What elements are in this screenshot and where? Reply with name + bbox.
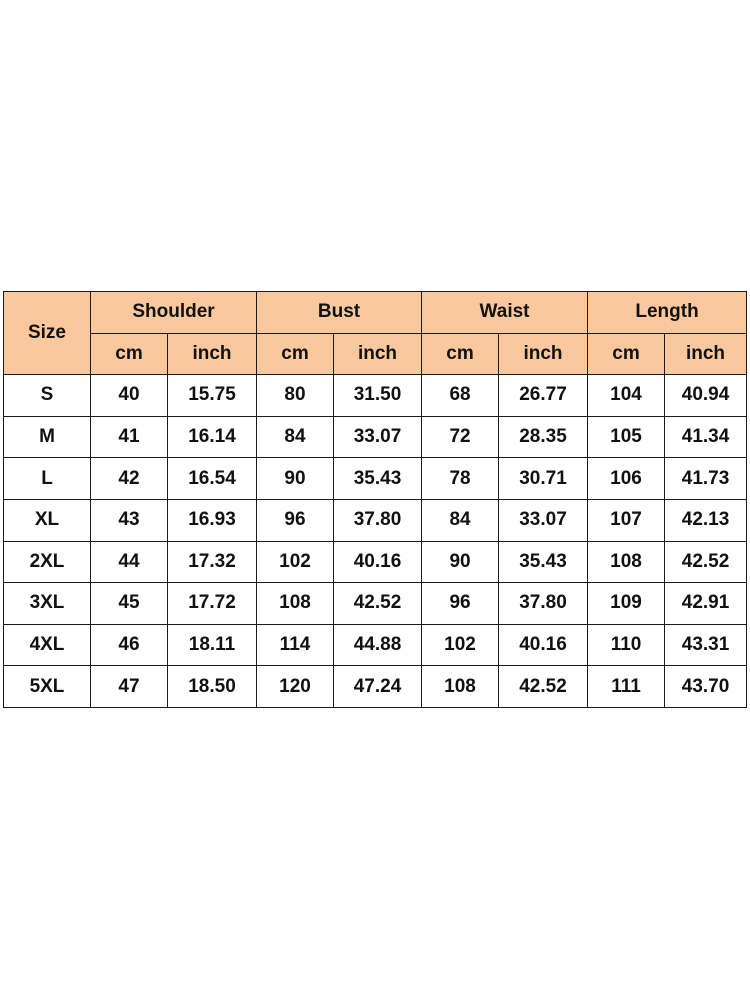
value-cell: 105 [588, 416, 665, 458]
value-cell: 26.77 [499, 375, 588, 417]
value-cell: 90 [422, 541, 499, 583]
table-row [4, 666, 747, 708]
value-cell: 43.70 [665, 666, 747, 708]
header-row-units [4, 333, 747, 375]
value-cell: 18.50 [168, 666, 257, 708]
value-cell: 40.16 [334, 541, 422, 583]
table-row [4, 541, 747, 583]
bust-header: Bust [257, 292, 422, 334]
value-cell: 42.52 [334, 583, 422, 625]
value-cell: 47.24 [334, 666, 422, 708]
value-cell: 109 [588, 583, 665, 625]
size-cell: 2XL [4, 541, 91, 583]
table-row [4, 416, 747, 458]
value-cell: 68 [422, 375, 499, 417]
value-cell: 102 [422, 624, 499, 666]
value-cell: 110 [588, 624, 665, 666]
value-cell: 72 [422, 416, 499, 458]
length-header: Length [588, 292, 747, 334]
value-cell: 15.75 [168, 375, 257, 417]
unit-header: inch [334, 333, 422, 375]
value-cell: 44 [91, 541, 168, 583]
value-cell: 16.93 [168, 499, 257, 541]
value-cell: 43 [91, 499, 168, 541]
table-row [4, 624, 747, 666]
table-body [4, 375, 747, 708]
value-cell: 37.80 [334, 499, 422, 541]
value-cell: 18.11 [168, 624, 257, 666]
size-cell: M [4, 416, 91, 458]
value-cell: 17.72 [168, 583, 257, 625]
value-cell: 78 [422, 458, 499, 500]
value-cell: 102 [257, 541, 334, 583]
value-cell: 107 [588, 499, 665, 541]
unit-header: inch [665, 333, 747, 375]
value-cell: 96 [257, 499, 334, 541]
value-cell: 47 [91, 666, 168, 708]
value-cell: 120 [257, 666, 334, 708]
size-cell: XL [4, 499, 91, 541]
shoulder-header: Shoulder [91, 292, 257, 334]
value-cell: 96 [422, 583, 499, 625]
value-cell: 40 [91, 375, 168, 417]
value-cell: 108 [588, 541, 665, 583]
size-cell: 5XL [4, 666, 91, 708]
size-cell: L [4, 458, 91, 500]
size-header: Size [4, 292, 91, 375]
value-cell: 111 [588, 666, 665, 708]
unit-header: cm [257, 333, 334, 375]
value-cell: 45 [91, 583, 168, 625]
value-cell: 44.88 [334, 624, 422, 666]
table-row [4, 375, 747, 417]
value-cell: 40.16 [499, 624, 588, 666]
table-row [4, 499, 747, 541]
unit-header: inch [168, 333, 257, 375]
value-cell: 42.13 [665, 499, 747, 541]
value-cell: 41.34 [665, 416, 747, 458]
value-cell: 31.50 [334, 375, 422, 417]
value-cell: 108 [257, 583, 334, 625]
waist-header: Waist [422, 292, 588, 334]
size-cell: 4XL [4, 624, 91, 666]
value-cell: 42.91 [665, 583, 747, 625]
value-cell: 106 [588, 458, 665, 500]
value-cell: 33.07 [334, 416, 422, 458]
value-cell: 35.43 [334, 458, 422, 500]
value-cell: 16.14 [168, 416, 257, 458]
table-row [4, 583, 747, 625]
value-cell: 41 [91, 416, 168, 458]
size-chart-table [3, 291, 747, 708]
unit-header: cm [588, 333, 665, 375]
value-cell: 28.35 [499, 416, 588, 458]
value-cell: 35.43 [499, 541, 588, 583]
header-row-groups [4, 292, 747, 334]
value-cell: 41.73 [665, 458, 747, 500]
table-header [4, 292, 747, 375]
value-cell: 43.31 [665, 624, 747, 666]
value-cell: 33.07 [499, 499, 588, 541]
table-row [4, 458, 747, 500]
value-cell: 37.80 [499, 583, 588, 625]
value-cell: 30.71 [499, 458, 588, 500]
value-cell: 17.32 [168, 541, 257, 583]
value-cell: 84 [422, 499, 499, 541]
unit-header: cm [91, 333, 168, 375]
unit-header: inch [499, 333, 588, 375]
value-cell: 40.94 [665, 375, 747, 417]
value-cell: 80 [257, 375, 334, 417]
size-cell: S [4, 375, 91, 417]
value-cell: 114 [257, 624, 334, 666]
value-cell: 42.52 [665, 541, 747, 583]
value-cell: 46 [91, 624, 168, 666]
value-cell: 104 [588, 375, 665, 417]
value-cell: 16.54 [168, 458, 257, 500]
value-cell: 90 [257, 458, 334, 500]
size-cell: 3XL [4, 583, 91, 625]
unit-header: cm [422, 333, 499, 375]
value-cell: 84 [257, 416, 334, 458]
value-cell: 108 [422, 666, 499, 708]
value-cell: 42.52 [499, 666, 588, 708]
value-cell: 42 [91, 458, 168, 500]
